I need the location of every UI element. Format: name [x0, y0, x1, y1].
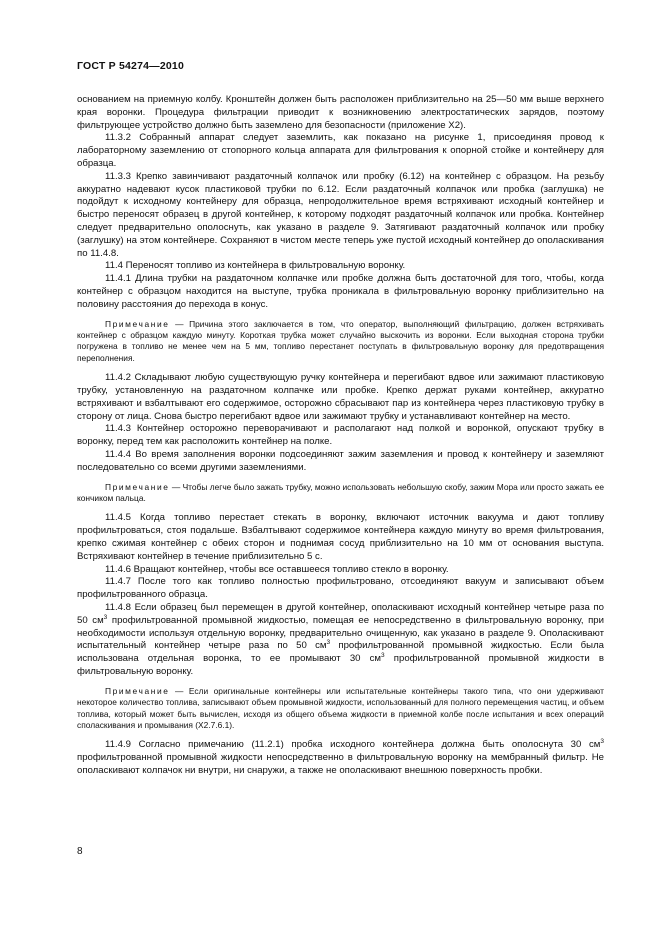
- note-1: [77, 319, 604, 365]
- note-2: [77, 482, 604, 505]
- paragraph-11-4: 11.4 Переносят топливо из контейнера в фильтровальную воронку.: [105, 260, 406, 272]
- document-body: [77, 94, 604, 778]
- paragraph-11-4-1: 11.4.1 Длина трубки на раздаточном колпачке или пробке должна быть достаточной для того, чтобы, когда контейнер с образцом находится на выступе, трубка проникала в фильтровальную воронку приблизительно на половину расстояния до перехода в конус.: [77, 273, 604, 310]
- paragraph-11-4-4: 11.4.4 Во время заполнения воронки подсоединяют зажим заземления и провод к контейнеру и заземляют последовательно со всеми другими заземлениями.: [77, 448, 604, 473]
- paragraph-11-4-2: 11.4.2 Складывают любую существующую ручку контейнера и перегибают вдвое или зажимают пластиковую трубку, установленную на раздаточном колпачке или пробке. Крепко держат руками контейнер, аккуратно встряхивают и взбалтывают его содержимое, осторожно сбрасывают пар из контейнера через пластиковую трубку в сторону от лица. Снова быстро перегибают вдвое или зажимают трубку и устанавливают контейнер на место.: [77, 372, 604, 422]
- note-text: — Чтобы легче было зажать трубку, можно использовать небольшую скобу, зажим Мора или просто зажать ее кончиком пальца.: [77, 481, 604, 503]
- document-header: ГОСТ Р 54274—2010: [77, 60, 185, 72]
- note-text: — Если оригинальные контейнеры или испытательные контейнеры такого типа, что они удерживают некоторое количество топлива, записывают объем промывной жидкости, использованный для полного перемещения частиц, и объем топлива, который может быть вычислен, исходя из общего объема жидкости в приемной колбе после испытания и всех операций споласкивания и промывания (Х2.7.6.1).: [77, 685, 604, 730]
- paragraph-11-4-7: 11.4.7 После того как топливо полностью профильтровано, отсоединяют вакуум и записывают объем профильтрованного образца.: [77, 576, 604, 601]
- paragraph-11-4-8: 11.4.8 Если образец был перемещен в другой контейнер, ополаскивают исходный контейнер четыре раза по 50 $см^3$ профильтрованной промывной жидкостью, помещая ее непосредственно в фильтровальную воронку, при необходимости используя отдельную воронку, предварительно очищенную, как указано в разделе 9. Ополаскивают испытательный контейнер четыре раза по 50 $см^3$ профильтрованной промывной жидкостью. Если была использована отдельная воронка, то ее промывают 30 $см^3$ профильтрованной промывной жидкости в фильтровальную воронку.: [77, 601, 605, 677]
- note-label: Примечание: [105, 481, 170, 492]
- paragraph-11-3-2: 11.3.2 Собранный аппарат следует заземлить, как показано на рисунке 1, присоединяя провод к лабораторному заземлению от стопорного кольца аппарата для фильтрования к опорной стойке и контейнеру для образца.: [77, 132, 604, 169]
- paragraph-11-4-5: 11.4.5 Когда топливо перестает стекать в воронку, включают источник вакуума и дают топливу профильтроваться, стоя подальше. Взбалтывают содержимое контейнера каждую минуту во время фильтрования, крепко сжимая контейнер с обеих сторон и поднимая сосуд приблизительно на 10 мм от основания выступа. Встряхивают контейнер в течение приблизительно 5 с.: [77, 512, 604, 562]
- paragraph-11-3-3: 11.3.3 Крепко завинчивают раздаточный колпачок или пробку (6.12) на контейнер с образцом. На резьбу аккуратно надевают кусок пластиковой трубки по 6.12. Если раздаточный колпачок или пробка (заглушка) не подойдут к исходному контейнеру для образца, непродолжительное время встряхивают исходный контейнер и быстро переносят образец в другой контейнер, к которому подходят раздаточный колпачок или пробка. Контейнер следует предварительно ополоснуть, как указано в разделе 9. Затягивают раздаточный колпачок или пробку (заглушку) на этом контейнере. Сохраняют в чистом месте теперь уже пустой исходный контейнер до ополаскивания по 11.4.8.: [77, 170, 604, 259]
- note-text: — Причина этого заключается в том, что оператор, выполняющий фильтрацию, должен встряхивать контейнер с образцом каждую минуту. Короткая трубка может случайно выскочить из воронки. Если выходная сторона трубки погружена в топливо не менее чем на 5 мм, топливо перестанет поступать в фильтровальную воронку для предотвращения переполнения.: [77, 318, 604, 363]
- note-label: Примечание: [105, 318, 170, 329]
- paragraph-11-4-6: 11.4.6 Вращают контейнер, чтобы все оставшееся топливо стекло в воронку.: [105, 563, 449, 575]
- paragraph-continuation: основанием на приемную колбу. Кронштейн должен быть расположен приблизительно на 25—50 мм выше верхнего края воронки. Процедура фильтрации приводит к возникновению электростатических зарядов, поэтому фильтрующее устройство должно быть заземлено для безопасности (приложение Х2).: [77, 94, 604, 131]
- note-label: Примечание: [105, 685, 170, 696]
- page-number: 8: [77, 846, 83, 857]
- note-3: [77, 686, 604, 732]
- paragraph-11-4-3: 11.4.3 Контейнер осторожно переворачивают и располагают над полкой и воронкой, опускают трубку в воронку, перед тем как расположить контейнер на полке.: [77, 423, 604, 448]
- paragraph-11-4-9: 11.4.9 Согласно примечанию (11.2.1) пробка исходного контейнера должна быть ополоснута 30 $см^3$ профильтрованной промывной жидкости непосредственно в фильтровальную воронку на мембранный фильтр. Не ополаскивают колпачок ни внутри, ни снаружи, а также не ополаскивают внешнюю поверхность пробки.: [77, 738, 604, 776]
